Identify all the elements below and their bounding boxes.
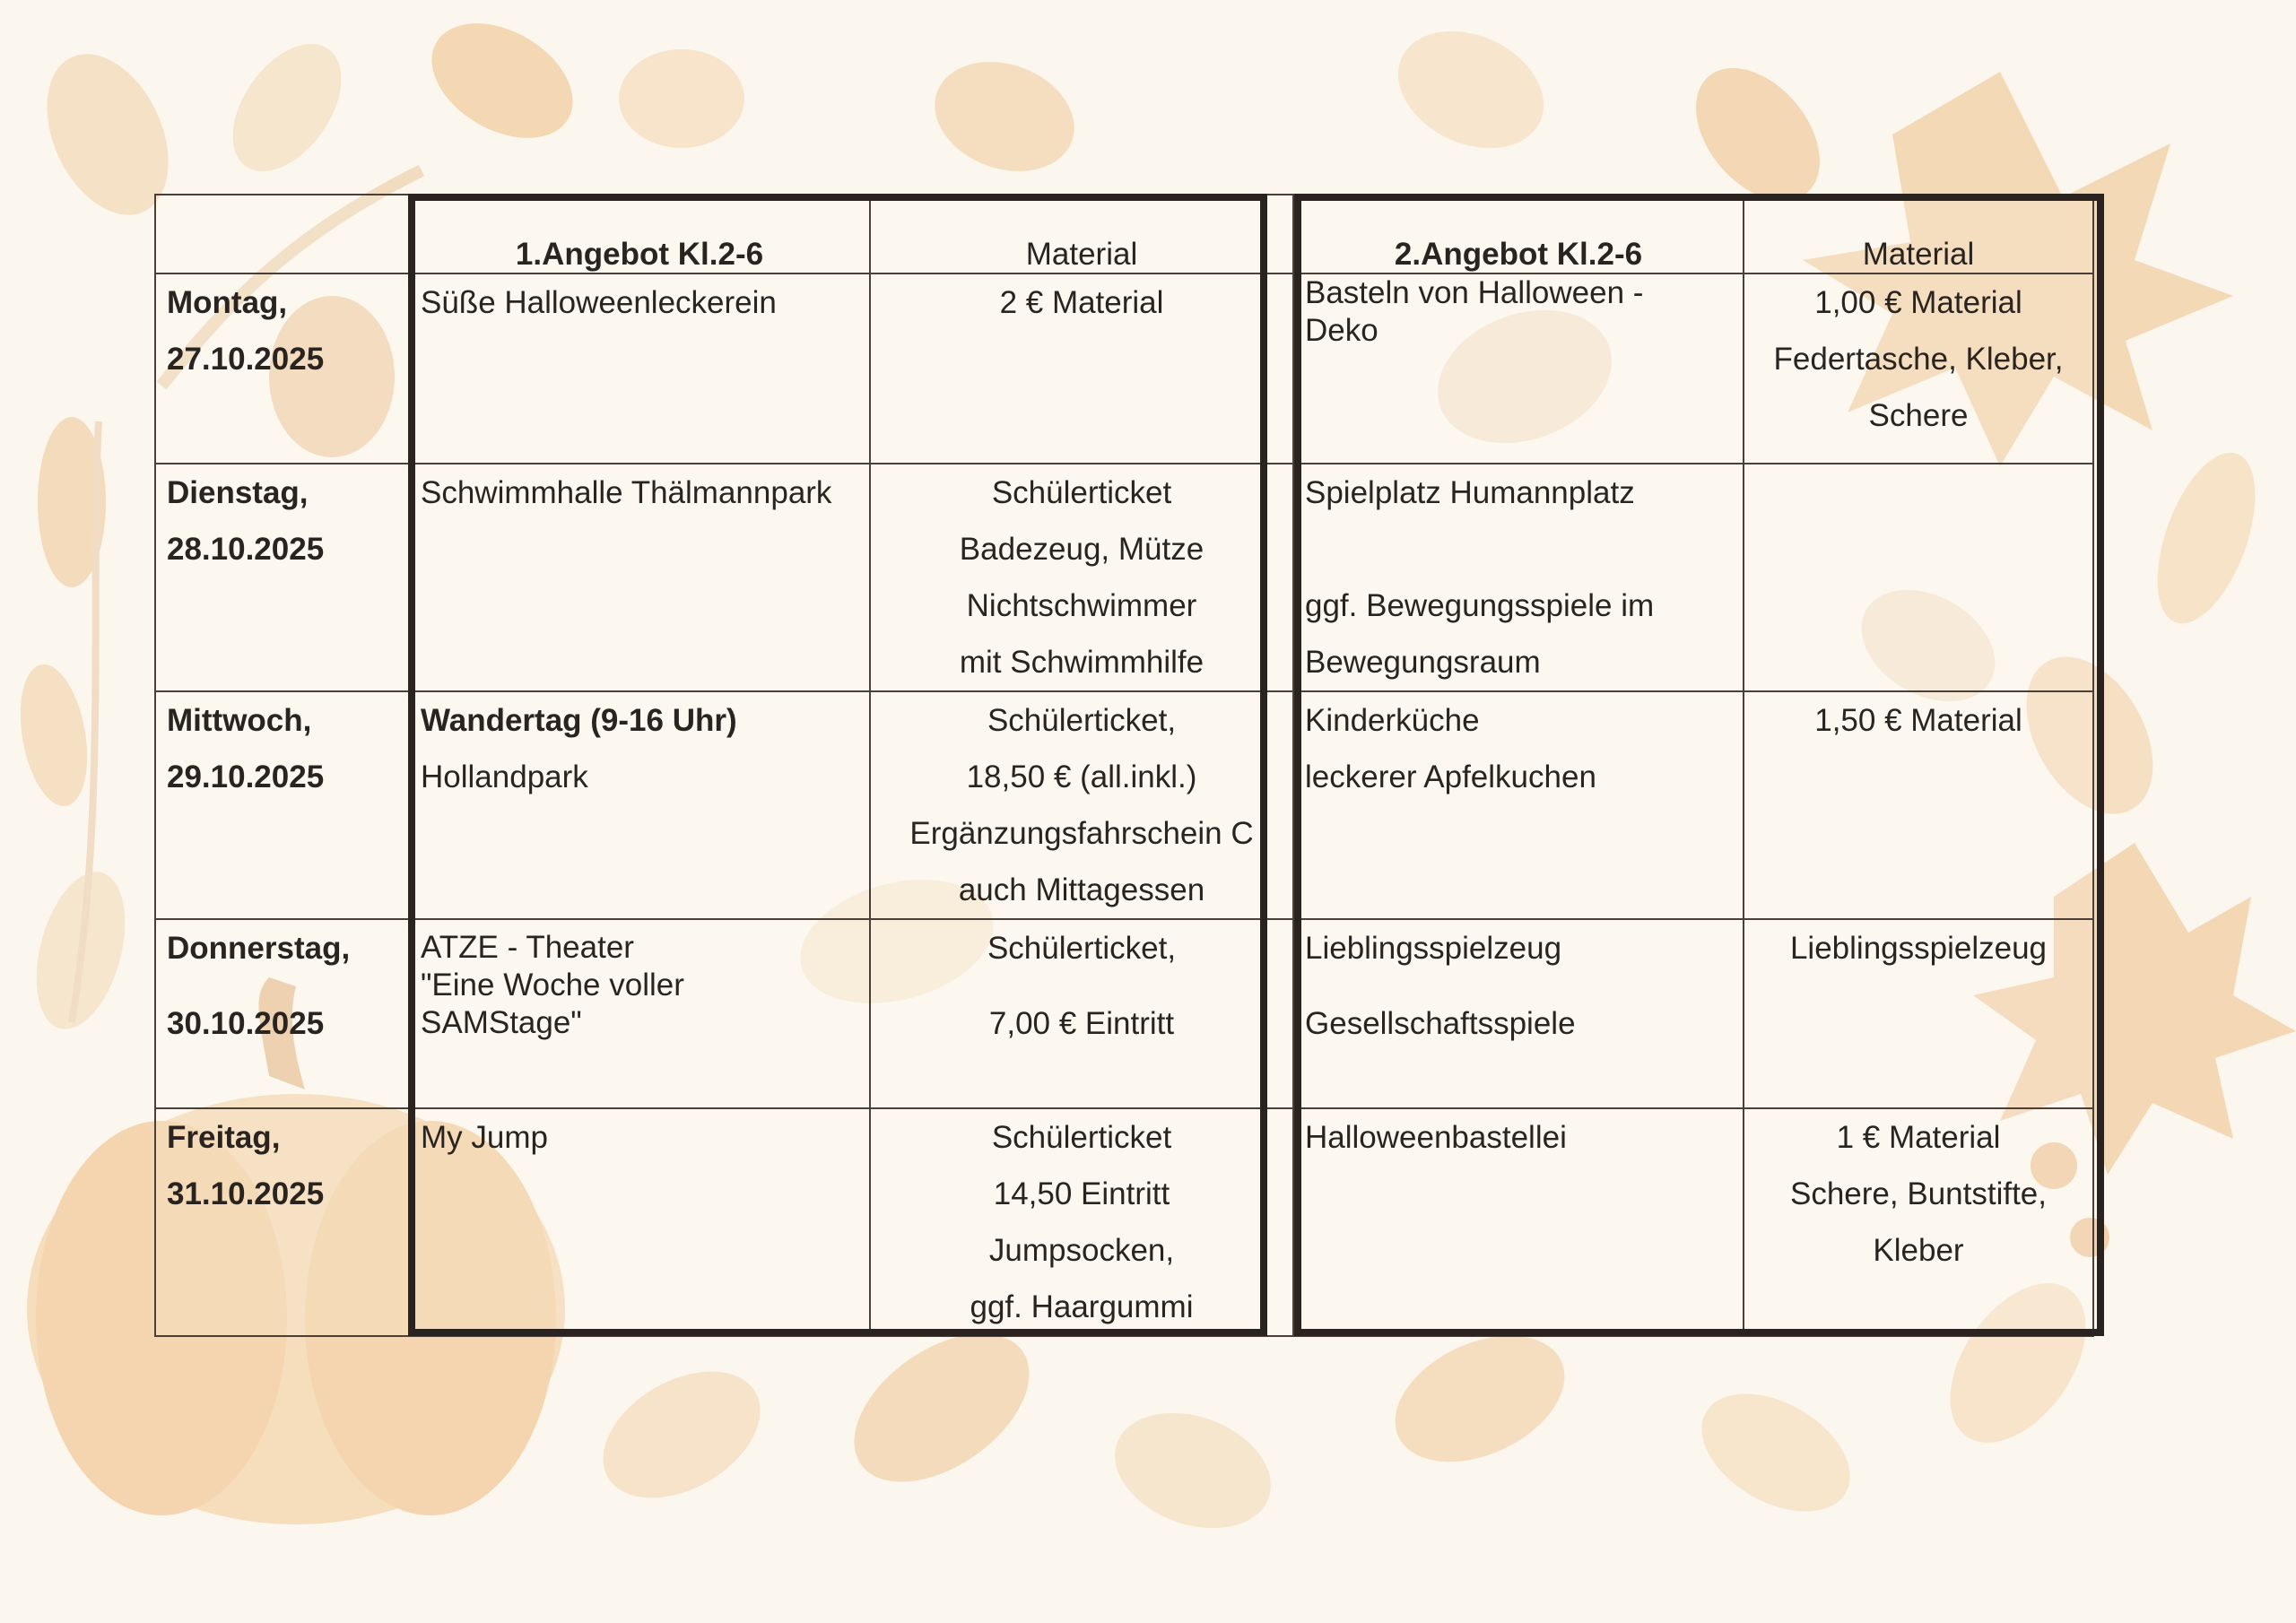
material-1-cell: 2 € Material xyxy=(870,273,1293,464)
table-row xyxy=(155,691,2093,919)
header-offer-1: 1.Angebot Kl.2-6 xyxy=(409,195,870,273)
day-date: 27.10.2025 xyxy=(167,342,325,377)
header-material-2: Material xyxy=(1744,195,2093,273)
day-name: Mittwoch, xyxy=(167,703,312,738)
offer-2-cell: Basteln von Halloween - Deko xyxy=(1293,273,1744,464)
day-date: 30.10.2025 xyxy=(167,1006,325,1041)
weekly-schedule-table xyxy=(154,194,2094,1337)
header-material-1: Material xyxy=(870,195,1293,273)
leaf-icon xyxy=(11,659,98,812)
material-2-cell: 1,00 € Material Federtasche, Kleber, Schere xyxy=(1744,273,2093,464)
leaf-icon xyxy=(1379,9,1563,171)
leaf-icon xyxy=(919,43,1090,190)
table-row xyxy=(155,919,2093,1108)
material-2-cell: 1 € Material Schere, Buntstifte, Kleber xyxy=(1744,1108,2093,1336)
offer-2-cell: Spielplatz Humannplatz ggf. Bewegungsspiele im Bewegungsraum xyxy=(1293,464,1744,691)
offer-1-cell: Schwimmhalle Thälmannpark xyxy=(409,464,870,691)
day-name: Donnerstag, xyxy=(167,931,351,966)
leaf-icon xyxy=(211,24,363,191)
material-1-cell: Schülerticket, 7,00 € Eintritt xyxy=(870,919,1293,1108)
offer-2-cell: Halloweenbastellei xyxy=(1293,1108,1744,1336)
header-offer-2: 2.Angebot Kl.2-6 xyxy=(1293,195,1744,273)
leaf-icon xyxy=(1099,1393,1287,1549)
leaf-icon xyxy=(412,0,593,161)
leaf-icon xyxy=(1682,1369,1871,1535)
offer-1-cell: ATZE - Theater "Eine Woche voller SAMStage" xyxy=(409,919,870,1108)
table-row xyxy=(155,1108,2093,1336)
day-name: Dienstag, xyxy=(167,475,309,510)
day-cell xyxy=(155,691,409,919)
day-cell xyxy=(155,1108,409,1336)
day-cell xyxy=(155,919,409,1108)
day-name: Freitag, xyxy=(167,1120,281,1155)
offer-1-cell: Wandertag (9-16 Uhr) Hollandpark xyxy=(409,691,870,919)
day-cell xyxy=(155,273,409,464)
material-2-cell: 1,50 € Material xyxy=(1744,691,2093,919)
day-cell xyxy=(155,464,409,691)
day-date: 29.10.2025 xyxy=(167,759,325,794)
leaf-icon xyxy=(619,49,744,148)
offer-1-cell: My Jump xyxy=(409,1108,870,1336)
material-1-cell: Schülerticket Badezeug, Mütze Nichtschwimmer mit Schwimmhilfe xyxy=(870,464,1293,691)
header-row xyxy=(155,195,2093,273)
material-1-cell: Schülerticket 14,50 Eintritt Jumpsocken, ggf. Haargummi xyxy=(870,1108,1293,1336)
leaf-icon xyxy=(581,1346,783,1524)
offer-2-cell: Lieblingsspielzeug Gesellschaftsspiele xyxy=(1293,919,1744,1108)
day-date: 28.10.2025 xyxy=(167,532,325,567)
header-empty-cell xyxy=(155,195,409,273)
offer-2-cell: Kinderküche leckerer Apfelkuchen xyxy=(1293,691,1744,919)
material-2-cell: Lieblingsspielzeug xyxy=(1744,919,2093,1108)
table-row xyxy=(155,273,2093,464)
material-1-cell: Schülerticket, 18,50 € (all.inkl.) Ergänzungsfahrschein C auch Mittagessen xyxy=(870,691,1293,919)
day-name: Montag, xyxy=(167,285,288,320)
day-date: 31.10.2025 xyxy=(167,1176,325,1211)
offer-1-cell: Süße Halloweenleckerein xyxy=(409,273,870,464)
leaf-icon xyxy=(2138,440,2275,637)
table-row xyxy=(155,464,2093,691)
material-2-cell xyxy=(1744,464,2093,691)
leaf-icon xyxy=(1375,1311,1585,1488)
